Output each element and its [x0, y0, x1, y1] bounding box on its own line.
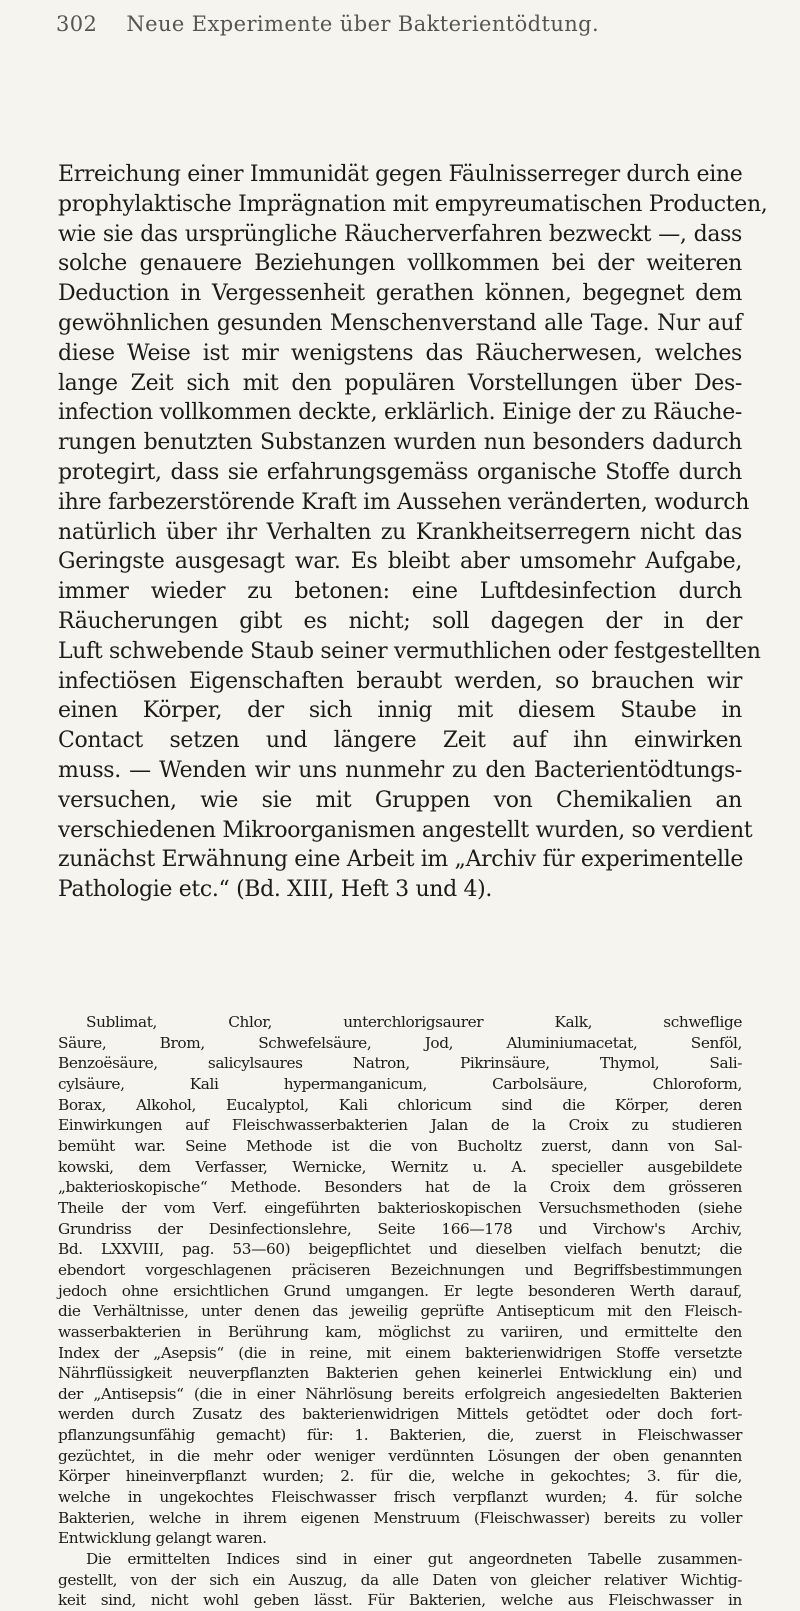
text-line: gewöhnlichen gesunden Menschenverstand alle Tage. Nur auf [58, 310, 742, 336]
running-header [56, 12, 744, 36]
small-text-line: Bakterien, welche in ihrem eigenen Menstruum (Fleischwasser) bereits zu voller [58, 1508, 742, 1527]
small-text-line: gestellt, von der sich ein Auszug, da alle Daten von gleicher relativer Wichtig- [58, 1570, 742, 1589]
main-text-block [58, 160, 768, 905]
small-text-line: Borax, Alkohol, Eucalyptol, Kali chloricum sind die Körper, deren [58, 1095, 742, 1114]
text-line: immer wieder zu betonen: eine Luftdesinfection durch [58, 579, 742, 605]
text-line: einen Körper, der sich innig mit diesem Staube in [58, 698, 742, 724]
small-text-line: Körper hineinverpflanzt wurden; 2. für die, welche in gekochtes; 3. für die, [58, 1467, 742, 1486]
small-text-line: Säure, Brom, Schwefelsäure, Jod, Aluminiumacetat, Senföl, [58, 1033, 742, 1052]
small-text-line: gezüchtet, in die mehr oder weniger verdünnten Lösungen der oben genannten [58, 1446, 742, 1465]
small-text-line: „bakterioskopische“ Methode. Besonders hat de la Croix dem grösseren [58, 1178, 742, 1197]
text-line: natürlich über ihr Verhalten zu Krankheitserregern nicht das [58, 519, 742, 545]
small-text-line: ebendort vorgeschlagenen präciseren Bezeichnungen und Begriffsbestimmungen [58, 1260, 742, 1279]
text-line: infectiösen Eigenschaften beraubt werden, so brauchen wir [58, 668, 742, 694]
text-line: Räucherungen gibt es nicht; soll dagegen der in der [58, 608, 742, 634]
small-text-line: welche in ungekochtes Fleischwasser frisch verpflanzt wurden; 4. für solche [58, 1488, 742, 1507]
small-text-line: Benzoësäure, salicylsaures Natron, Pikrinsäure, Thymol, Sali- [58, 1054, 742, 1073]
text-line: lange Zeit sich mit den populären Vorstellungen über Des- [58, 370, 742, 396]
text-line: Deduction in Vergessenheit gerathen können, begegnet dem [58, 281, 742, 307]
text-line: muss. — Wenden wir uns nunmehr zu den Bacterientödtungs- [58, 757, 742, 783]
small-text-line: Nährflüssigkeit neuverpflanzten Bakterien gehen keinerlei Entwicklung ein) und [58, 1364, 742, 1383]
small-text-line: bemüht war. Seine Methode ist die von Bucholtz zuerst, dann von Sal- [58, 1136, 742, 1155]
text-line: zunächst Erwähnung eine Arbeit im „Archiv für experimentelle [58, 847, 744, 873]
text-line: Luft schwebende Staub seiner vermuthlichen oder festgestellten [58, 638, 761, 664]
small-text-line: cylsäure, Kali hypermanganicum, Carbolsäure, Chloroform, [58, 1074, 742, 1093]
text-line: Contact setzen und längere Zeit auf ihn einwirken [58, 728, 742, 754]
small-print-block [58, 1012, 742, 1611]
small-text-line: keit sind, nicht wohl geben lässt. Für Bakterien, welche aus Fleischwasser in [58, 1591, 742, 1610]
small-text-line: Entwicklung gelangt waren. [58, 1529, 267, 1548]
text-line: diese Weise ist mir wenigstens das Räucherwesen, welches [58, 340, 742, 366]
text-line: solche genauere Beziehungen vollkommen bei der weiteren [58, 251, 742, 277]
text-line: verschiedenen Mikroorganismen angestellt wurden, so verdient [58, 817, 753, 843]
small-text-line: Index der „Asepsis“ (die in reine, mit einem bakterienwidrigen Stoffe versetzte [58, 1343, 742, 1362]
text-line: Erreichung einer Immunidät gegen Fäulnisserreger durch eine [58, 162, 743, 187]
text-line: ihre farbezerstörende Kraft im Aussehen veränderten, wodurch [58, 489, 750, 515]
text-line: protegirt, dass sie erfahrungsgemäss organische Stoffe durch [58, 459, 742, 485]
running-title: Neue Experimente über Bakterientödtung. [126, 12, 600, 36]
text-line: Pathologie etc.“ (Bd. XIII, Heft 3 und 4). [58, 877, 493, 903]
small-text-line: die Verhältnisse, unter denen das jeweilig geprüfte Antisepticum mit den Fleisch- [58, 1302, 742, 1321]
text-line: infection vollkommen deckte, erklärlich. Einige der zu Räuche- [58, 400, 742, 426]
text-line: rungen benutzten Substanzen wurden nun besonders dadurch [58, 430, 742, 456]
small-text-line: wasserbakterien in Berührung kam, möglichst zu variiren, und ermittelte den [58, 1322, 742, 1341]
page-number: 302 [56, 12, 98, 36]
small-text-line: jedoch ohne ersichtlichen Grund umgangen. Er legte besonderen Werth darauf, [58, 1281, 742, 1300]
text-line: Geringste ausgesagt war. Es bleibt aber umsomehr Aufgabe, [58, 549, 742, 575]
small-text-line: kowski, dem Verfasser, Wernicke, Wernitz u. A. specieller ausgebildete [58, 1157, 742, 1176]
small-text-line: werden durch Zusatz des bakterienwidrigen Mittels getödtet oder doch fort- [58, 1405, 742, 1424]
small-text-line: Sublimat, Chlor, unterchlorigsaurer Kalk, schweflige [86, 1013, 742, 1031]
small-text-line: Grundriss der Desinfectionslehre, Seite 166—178 und Virchow's Archiv, [58, 1219, 742, 1238]
small-text-line: Theile der vom Verf. eingeführten bakterioskopischen Versuchsmethoden (siehe [58, 1198, 742, 1217]
text-line: prophylaktische Imprägnation mit empyreumatischen Producten, [58, 191, 768, 217]
text-line: versuchen, wie sie mit Gruppen von Chemikalien an [58, 787, 742, 813]
small-text-line: pflanzungsunfähig gemacht) für: 1. Bakterien, die, zuerst in Fleischwasser [58, 1426, 742, 1445]
small-text-line: Die ermittelten Indices sind in einer gut angeordneten Tabelle zusammen- [86, 1550, 742, 1569]
small-text-line: Bd. LXXVIII, pag. 53—60) beigepflichtet und dieselben vielfach benutzt; die [58, 1240, 742, 1259]
text-line: wie sie das ursprüngliche Räucherverfahren bezweckt —, dass [58, 221, 742, 247]
small-text-line: der „Antisepsis“ (die in einer Nährlösung bereits erfolgreich angesiedelten Bakterien [58, 1384, 742, 1403]
small-text-line: Einwirkungen auf Fleischwasserbakterien Jalan de la Croix zu studieren [58, 1116, 742, 1135]
